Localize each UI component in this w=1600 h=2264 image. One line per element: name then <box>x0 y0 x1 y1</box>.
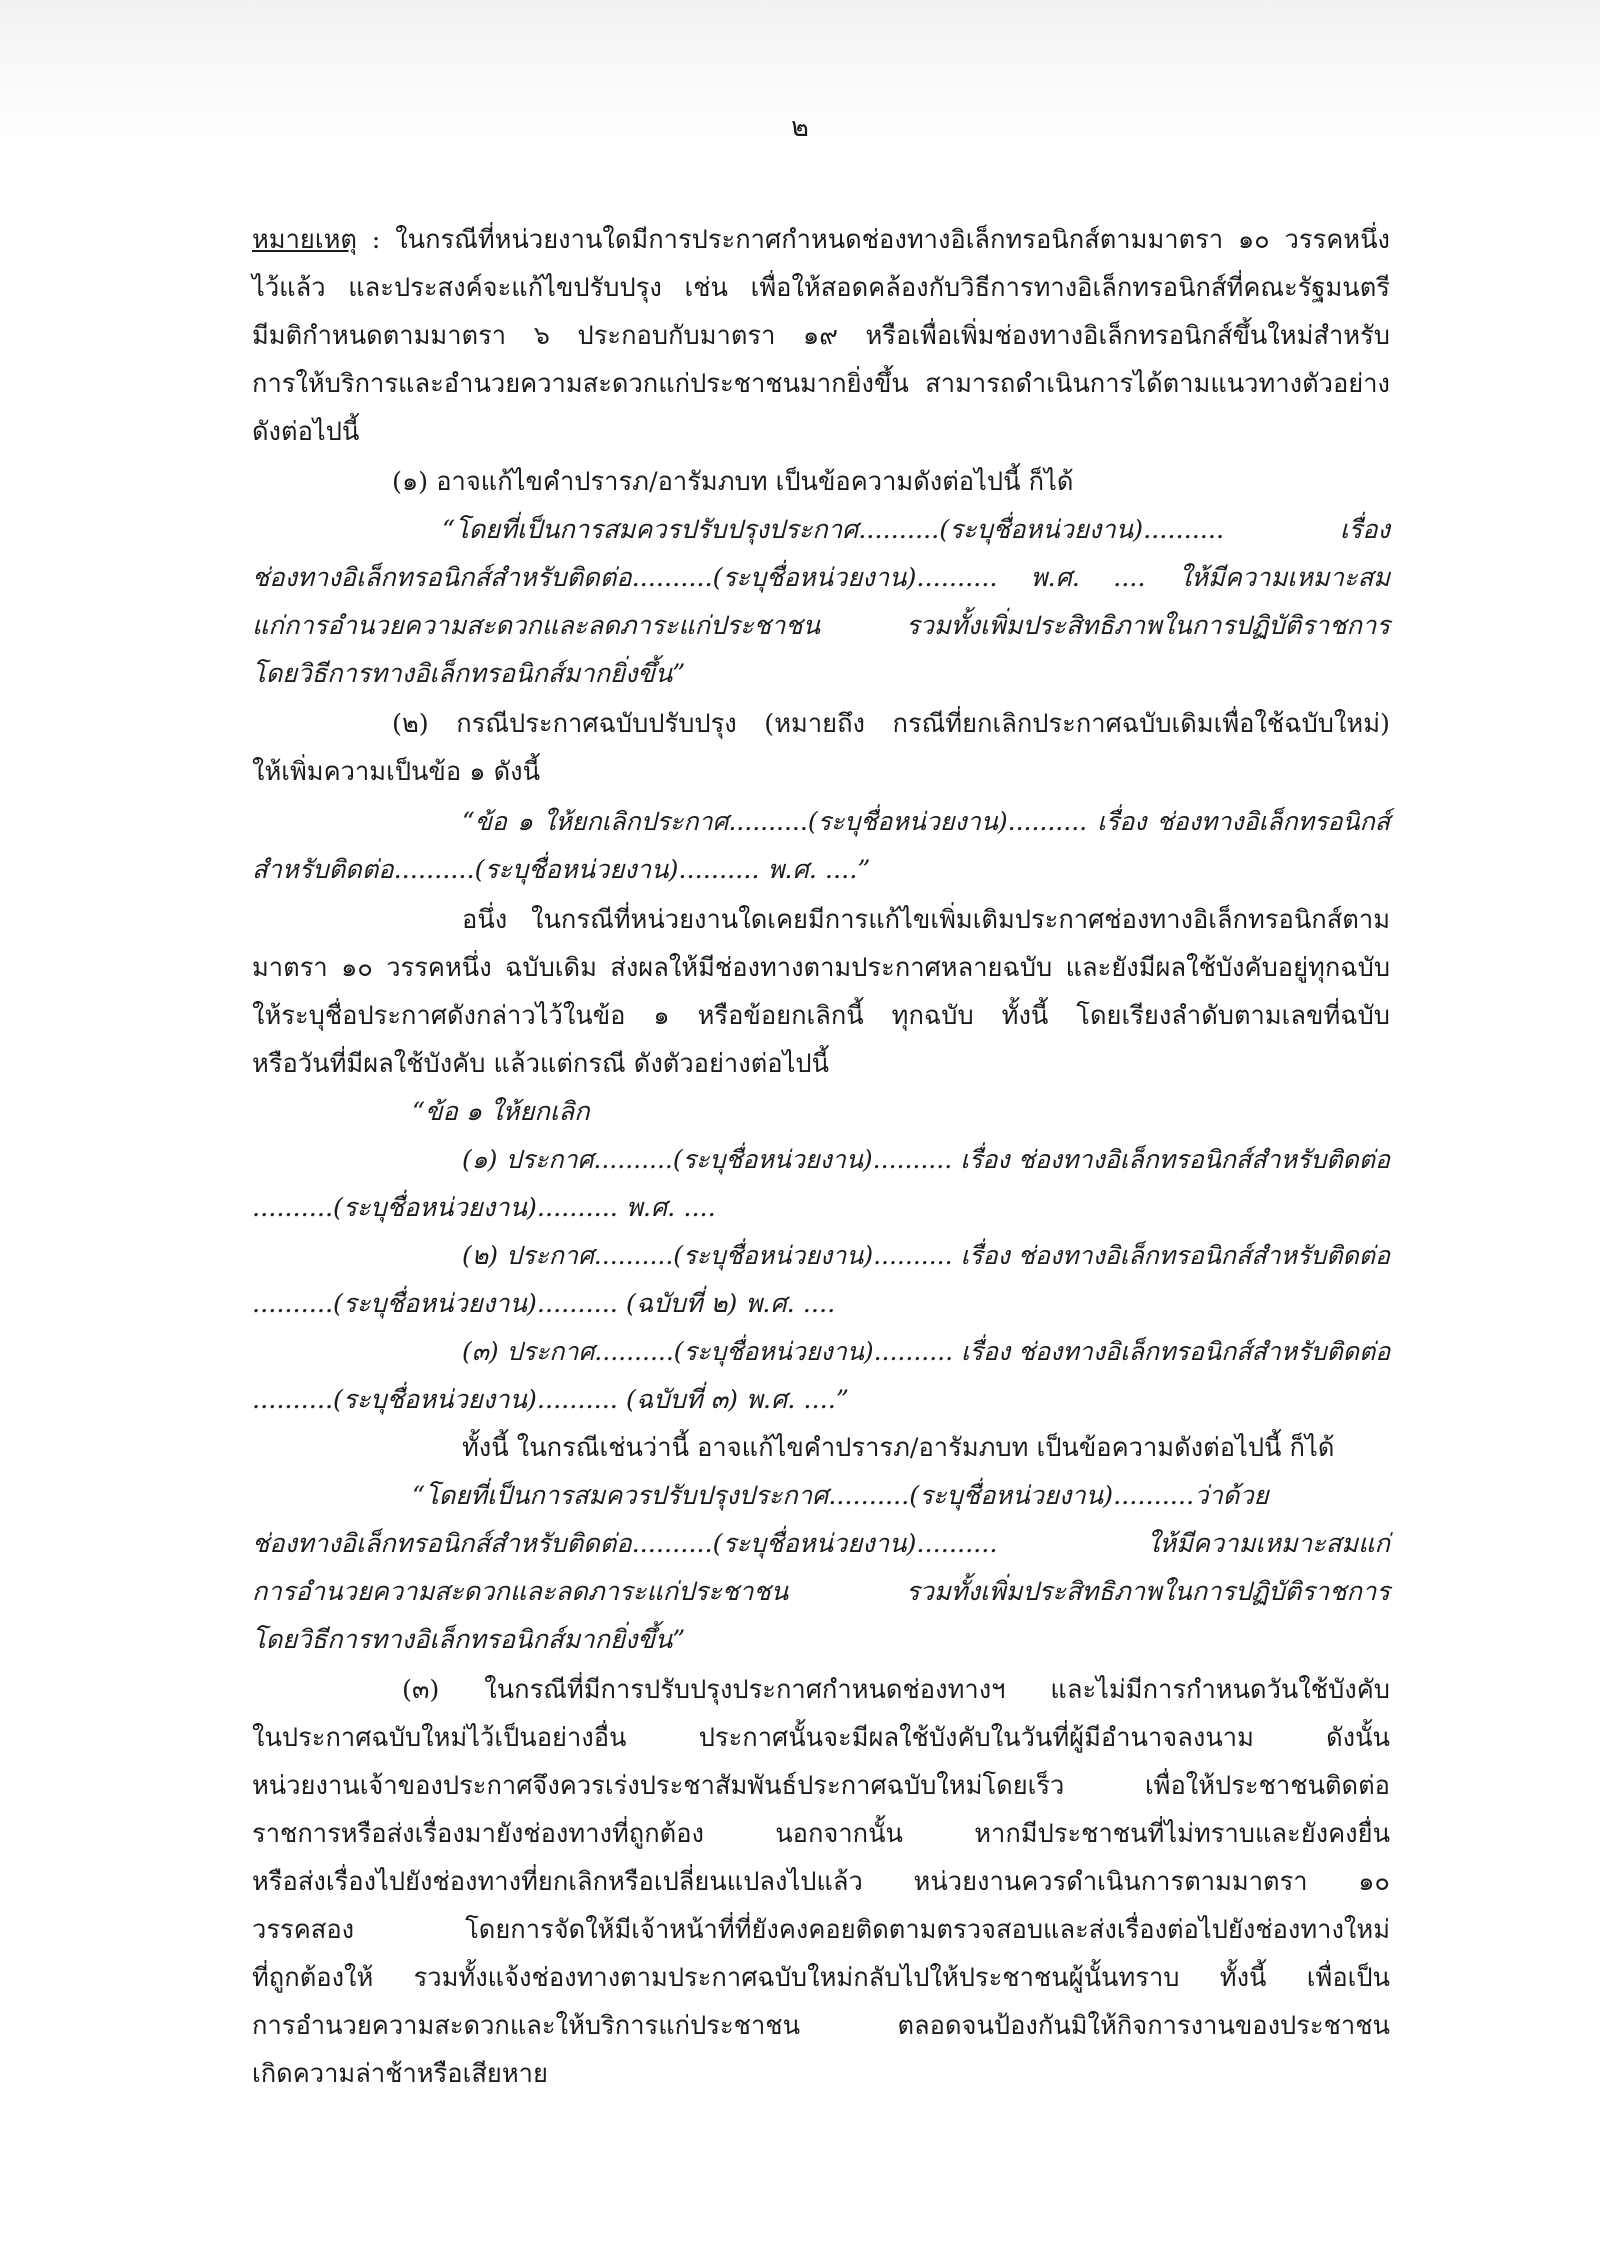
item3-line-8: การอำนวยความสะดวกและให้บริการแก่ประชาชน ตลอดจนป้องกันมิให้กิจการงานของประชาชน <box>252 2011 1390 2041</box>
item2-quote1-line-2: สำหรับติดต่อ..........(ระบุชื่อหน่วยงาน).......... พ.ศ. ....” <box>252 855 871 885</box>
note-line-1 <box>252 218 1390 262</box>
item1-quote-line-3: แก่การอำนวยความสะดวกและลดภาระแก่ประชาชน รวมทั้งเพิ่มประสิทธิภาพในการปฏิบัติราชการ <box>252 611 1390 641</box>
item3-line-4: ราชการหรือส่งเรื่องมายังช่องทางที่ถูกต้อง นอกจากนั้น หากมีประชาชนที่ไม่ทราบและยังคงยื่น <box>252 1819 1390 1849</box>
item1-quote-line-4: โดยวิธีการทางอิเล็กทรอนิกส์มากยิ่งขึ้น” <box>252 659 686 689</box>
item1-intro: (๑) อาจแก้ไขคำปรารภ/อารัมภบท เป็นข้อความดังต่อไปนี้ ก็ได้ <box>392 467 1074 497</box>
item1-quote-line-1: “โดยที่เป็นการสมควรปรับปรุงประกาศ..........(ระบุชื่อหน่วยงาน).......... เรื่อง <box>442 515 1390 545</box>
item2-para-line-4: หรือวันที่มีผลใช้บังคับ แล้วแต่กรณี ดังตัวอย่างต่อไปนี้ <box>252 1049 830 1079</box>
item3-line-9: เกิดความล่าช้าหรือเสียหาย <box>252 2059 548 2089</box>
item2-quote3-line-4: โดยวิธีการทางอิเล็กทรอนิกส์มากยิ่งขึ้น” <box>252 1625 686 1655</box>
item2-quote2-item1-b: ..........(ระบุชื่อหน่วยงาน).......... พ.ศ. .... <box>252 1193 716 1223</box>
item2-quote2-item3-a: (๓) ประกาศ..........(ระบุชื่อหน่วยงาน).......... เรื่อง ช่องทางอิเล็กทรอนิกส์สำหรับติดต่อ <box>462 1337 1391 1366</box>
item2-quote3-line-3: การอำนวยความสะดวกและลดภาระแก่ประชาชน รวมทั้งเพิ่มประสิทธิภาพในการปฏิบัติราชการ <box>252 1577 1390 1607</box>
item2-quote2-item2-b: ..........(ระบุชื่อหน่วยงาน).......... (ฉบับที่ ๒) พ.ศ. .... <box>252 1289 836 1319</box>
page-number: ๒ <box>791 112 809 143</box>
item2-para2: ทั้งนี้ ในกรณีเช่นว่านี้ อาจแก้ไขคำปรารภ/อารัมภบท เป็นข้อความดังต่อไปนี้ ก็ได้ <box>462 1433 1335 1463</box>
item1-quote-line-2: ช่องทางอิเล็กทรอนิกส์สำหรับติดต่อ..........(ระบุชื่อหน่วยงาน).......... พ.ศ. .... ให้มีความเหมาะสม <box>252 563 1390 593</box>
item2-para-line-3: ให้ระบุชื่อประกาศดังกล่าวไว้ในข้อ ๑ หรือข้อยกเลิกนี้ ทุกฉบับ ทั้งนี้ โดยเรียงลำดับตามเลขที่ฉบับ <box>252 1001 1390 1031</box>
item2-quote1-line-1: “ข้อ ๑ ให้ยกเลิกประกาศ..........(ระบุชื่อหน่วยงาน).......... เรื่อง ช่องทางอิเล็กทรอนิกส์ <box>462 807 1390 836</box>
item3-line-6: วรรคสอง โดยการจัดให้มีเจ้าหน้าที่ที่ยังคงคอยติดตามตรวจสอบและส่งเรื่องต่อไปยังช่องทางใหม่ <box>252 1915 1390 1945</box>
item3-line-5: หรือส่งเรื่องไปยังช่องทางที่ยกเลิกหรือเปลี่ยนแปลงไปแล้ว หน่วยงานควรดำเนินการตามมาตรา ๑๐ <box>252 1867 1390 1897</box>
note-line-5: ดังต่อไปนี้ <box>252 417 360 447</box>
item3-line-7: ที่ถูกต้องให้ รวมทั้งแจ้งช่องทางตามประกาศฉบับใหม่กลับไปให้ประชาชนผู้นั้นทราบ ทั้งนี้ เพื่อเป็น <box>252 1963 1390 1993</box>
item3-line-3: หน่วยงานเจ้าของประกาศจึงควรเร่งประชาสัมพันธ์ประกาศฉบับใหม่โดยเร็ว เพื่อให้ประชาชนติดต่อ <box>252 1771 1390 1801</box>
note-line-2: ไว้แล้ว และประสงค์จะแก้ไขปรับปรุง เช่น เพื่อให้สอดคล้องกับวิธีการทางอิเล็กทรอนิกส์ที่คณะรัฐมนตรี <box>252 273 1390 303</box>
item2-intro-cont: ให้เพิ่มความเป็นข้อ ๑ ดังนี้ <box>252 757 541 787</box>
item2-quote2-item1-a: (๑) ประกาศ..........(ระบุชื่อหน่วยงาน).......... เรื่อง ช่องทางอิเล็กทรอนิกส์สำหรับติดต่อ <box>462 1145 1390 1174</box>
item3-line-1: (๓) ในกรณีที่มีการปรับปรุงประกาศกำหนดช่องทางฯ และไม่มีการกำหนดวันใช้บังคับ <box>402 1675 1390 1705</box>
item2-para-line-1: อนึ่ง ในกรณีที่หน่วยงานใดเคยมีการแก้ไขเพิ่มเติมประกาศช่องทางอิเล็กทรอนิกส์ตาม <box>462 905 1390 935</box>
item2-quote3-line-1: “โดยที่เป็นการสมควรปรับปรุงประกาศ..........(ระบุชื่อหน่วยงาน)..........ว่าด้วย <box>412 1481 1269 1511</box>
item2-quote2-item3-b: ..........(ระบุชื่อหน่วยงาน).......... (ฉบับที่ ๓) พ.ศ. ....” <box>252 1385 849 1415</box>
item2-quote3-line-2: ช่องทางอิเล็กทรอนิกส์สำหรับติดต่อ..........(ระบุชื่อหน่วยงาน).......... ให้มีความเหมาะสมแก่ <box>252 1529 1390 1559</box>
item3-line-2: ในประกาศฉบับใหม่ไว้เป็นอย่างอื่น ประกาศนั้นจะมีผลใช้บังคับในวันที่ผู้มีอำนาจลงนาม ดังนั้น <box>252 1723 1390 1753</box>
note-line-3: มีมติกำหนดตามมาตรา ๖ ประกอบกับมาตรา ๑๙ หรือเพื่อเพิ่มช่องทางอิเล็กทรอนิกส์ขึ้นใหม่สำหรับ <box>252 321 1390 351</box>
item2-intro: (๒) กรณีประกาศฉบับปรับปรุง (หมายถึง กรณีที่ยกเลิกประกาศฉบับเดิมเพื่อใช้ฉบับใหม่) <box>392 709 1390 739</box>
note-label: หมายเหตุ <box>252 225 357 255</box>
note-line-4: การให้บริการและอำนวยความสะดวกแก่ประชาชนมากยิ่งขึ้น สามารถดำเนินการได้ตามแนวทางตัวอย่าง <box>252 369 1390 399</box>
note-line-1-text: : ในกรณีที่หน่วยงานใดมีการประกาศกำหนดช่องทางอิเล็กทรอนิกส์ตามมาตรา ๑๐ วรรคหนึ่ง <box>356 225 1390 255</box>
item2-para-line-2: มาตรา ๑๐ วรรคหนึ่ง ฉบับเดิม ส่งผลให้มีช่องทางตามประกาศหลายฉบับ และยังมีผลใช้บังคับอยู่ทุกฉบับ <box>252 953 1390 983</box>
item2-quote2-head: “ข้อ ๑ ให้ยกเลิก <box>412 1097 590 1127</box>
item2-quote2-item2-a: (๒) ประกาศ..........(ระบุชื่อหน่วยงาน).......... เรื่อง ช่องทางอิเล็กทรอนิกส์สำหรับติดต่อ <box>462 1241 1390 1270</box>
